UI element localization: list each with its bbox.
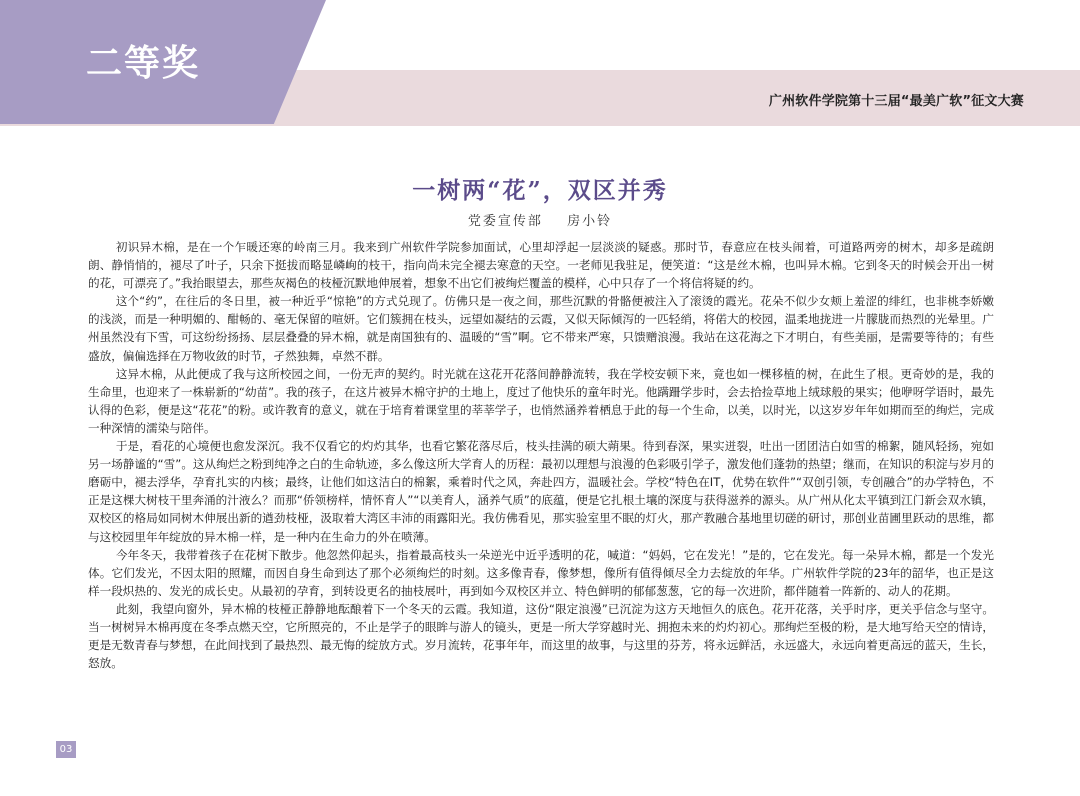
- article-body: [88, 238, 994, 672]
- paragraph: 这异木棉，从此便成了我与这所校园之间，一份无声的契约。时光就在这花开花落间静静流转，我在学校安顿下来，竟也如一棵移植的树，在此生了根。更奇妙的是，我的生命里，也迎来了一株崭新的“幼苗”。我的孩子，在这片被异木棉守护的土地上，度过了他快乐的童年时光。他蹒跚学步时，会去拾捡草地上绒球般的果实；他咿呀学语时，最先认得的色彩，便是这“花花”的粉。或许教育的意义，就在于培育着课堂里的莘莘学子，也悄然涵养着栖息于此的每一个生命，以美，以时光，以这岁岁年年如期而至的绚烂，完成一种深情的濡染与陪伴。: [88, 366, 994, 435]
- paragraph: 于是，看花的心境便也愈发深沉。我不仅看它的灼灼其华，也看它繁花落尽后，枝头挂满的硕大蒴果。待到春深，果实迸裂，吐出一团团洁白如雪的棉絮，随风轻扬，宛如另一场静谧的“雪”。这从绚烂之粉到纯净之白的生命轨迹，多么像这所大学育人的历程：最初以理想与浪漫的色彩吸引学子，激发他们蓬勃的热望；继而，在知识的积淀与岁月的磨砺中，褪去浮华，孕育扎实的内核；最终，让他们如这洁白的棉絮，乘着时代之风，奔赴四方，温暖社会。学校“特色在IT，优势在软件”“双创引领，专创融合”的办学特色，不正是这棵大树枝干里奔涌的汁液么？而那“侨领榜样，情怀育人”“以美育人，涵养气质”的底蕴，便是它扎根土壤的深度与获得滋养的源头。从广州从化太平镇到江门新会双水镇，双校区的格局如同树木伸展出新的遒劲枝桠，汲取着大湾区丰沛的雨露阳光。我仿佛看见，那实验室里不眠的灯火，那产教融合基地里切磋的研讨，那创业苗圃里跃动的思维，都与这校园里年年绽放的异木棉一样，是一种内在生命力的外在喷薄。: [88, 439, 994, 544]
- paragraph: 今年冬天，我带着孩子在花树下散步。他忽然仰起头，指着最高枝头一朵逆光中近乎透明的花，喊道：“妈妈，它在发光！”是的，它在发光。每一朵异木棉，都是一个发光体。它们发光，不因太阳的照耀，而因自身生命到达了那个必须绚烂的时刻。这多像青春，像梦想，像所有值得倾尽全力去绽放的年华。广州软件学院的23年的韶华，也正是这样一段炽热的、发光的成长史。从最初的孕育，到转设更名的抽枝展叶，再到如今双校区并立、特色鲜明的郁郁葱葱，它的每一次进阶，都伴随着一阵新的、动人的花期。: [88, 547, 994, 598]
- contest-name: 广州软件学院第十三届“最美广软”征文大赛: [768, 94, 1024, 109]
- paragraph: 初识异木棉，是在一个乍暖还寒的岭南三月。我来到广州软件学院参加面试，心里却浮起一层淡淡的疑惑。那时节，春意应在枝头闹着，可道路两旁的树木，却多是疏朗朗、静悄悄的，褪尽了叶子，只余下挺拔而略显嶙峋的枝干，指向尚未完全褪去寒意的天空。一老师见我驻足，便笑道：“这是丝木棉，也叫异木棉。它到冬天的时候会开出一树的花，可漂亮了。”我抬眼望去，那些灰褐色的枝桠沉默地伸展着，想象不出它们被绚烂覆盖的模样，心中只存了一个将信将疑的约。: [88, 240, 994, 291]
- paragraph: 这个“约”，在往后的冬日里，被一种近乎“惊艳”的方式兑现了。仿佛只是一夜之间，那些沉默的骨骼便被注入了滚烫的霞光。花朵不似少女颊上羞涩的绯红，也非桃李娇嫩的浅淡，而是一种明媚的、酣畅的、毫无保留的喧妍。它们簇拥在枝头，远望如凝结的云霞，又似天际倾泻的一匹轻绡，将偌大的校园，温柔地拢进一片朦胧而热烈的光晕里。广州虽然没有下雪，可这纷纷扬扬、层层叠叠的异木棉，就是南国独有的、温暖的“雪”啊。它不带来严寒，只馈赠浪漫。我站在这花海之下才明白，有些美丽，是需要等待的；有些盛放，偏偏选择在万物收敛的时节，孑然独舞，卓然不群。: [88, 294, 994, 363]
- author-department: 党委宣传部: [467, 214, 543, 229]
- article-title: 一树两“花”，双区并秀: [412, 177, 668, 204]
- author-name: 房小铃: [567, 214, 613, 229]
- paragraph: 此刻，我望向窗外，异木棉的枝桠正静静地酝酿着下一个冬天的云霞。我知道，这份“限定浪漫”已沉淀为这方天地恒久的底色。花开花落，关乎时序，更关乎信念与坚守。当一树树异木棉再度在冬季点燃天空，它所照亮的，不止是学子的眼眸与游人的镜头，更是一所大学穿越时光、拥抱未来的灼灼初心。那绚烂至极的粉，是大地写给天空的情诗，更是无数青春与梦想，在此间找到了最热烈、最无悔的绽放方式。岁月流转，花事年年，而这里的故事，与这里的芬芳，将永远鲜活，永远盛大，永远向着更高远的蓝天，生长，怒放。: [88, 601, 994, 671]
- award-title: 二等奖: [86, 43, 201, 84]
- page-number: 03: [56, 741, 76, 758]
- byline: [0, 210, 1080, 229]
